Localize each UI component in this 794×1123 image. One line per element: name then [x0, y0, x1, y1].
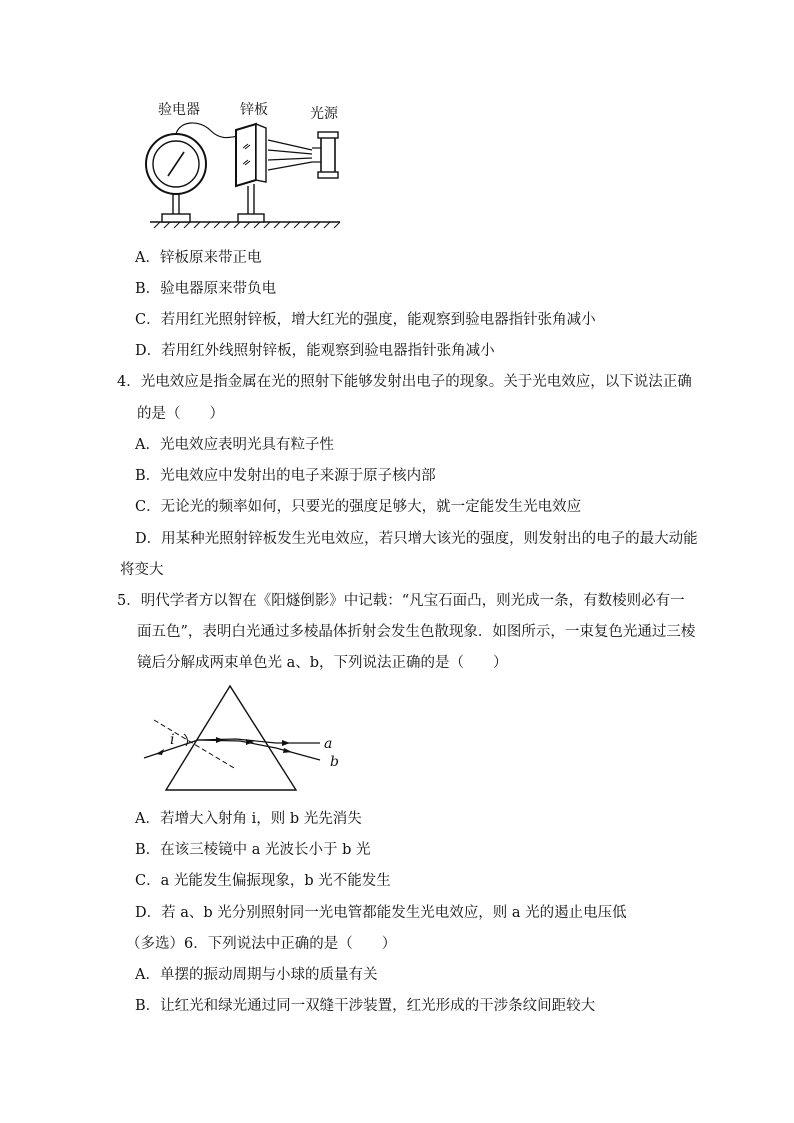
electroscope-figure [140, 96, 350, 236]
q5-option-c: C．a 光能发生偏振现象，b 光不能发生 [135, 873, 391, 889]
label-light-source: 光源 [310, 106, 338, 122]
prism-figure [140, 682, 360, 800]
label-zinc-plate: 锌板 [240, 102, 268, 118]
label-i: i [170, 732, 175, 748]
q3-option-c: C．若用红光照射锌板，增大红光的强度，能观察到验电器指针张角减小 [135, 312, 596, 328]
q4-option-d-continued: 将变大 [120, 562, 164, 578]
q6-option-a: A．单摆的振动周期与小球的质量有关 [135, 967, 378, 983]
q4-option-d: D．用某种光照射锌板发生光电效应，若只增大该光的强度，则发射出的电子的最大动能 [135, 531, 698, 547]
q3-option-a: A．锌板原来带正电 [135, 250, 262, 266]
label-b: b [330, 754, 339, 770]
q6-option-b: B．让红光和绿光通过同一双缝干涉装置，红光形成的干涉条纹间距较大 [135, 998, 596, 1014]
label-electroscope: 验电器 [158, 102, 200, 118]
q5-option-d: D．若 a、b 光分别照射同一光电管都能发生光电效应，则 a 光的遏止电压低 [135, 905, 627, 921]
q4-stem-line2: 的是（ ） [137, 406, 224, 422]
q5-option-a: A．若增大入射角 i，则 b 光先消失 [135, 811, 362, 827]
q3-option-d: D．若用红外线照射锌板，能观察到验电器指针张角减小 [135, 343, 495, 359]
q4-option-b: B．光电效应中发射出的电子来源于原子核内部 [135, 468, 436, 484]
q5-stem-line3: 镜后分解成两束单色光 a、b，下列说法正确的是（ ） [137, 655, 508, 671]
q5-stem-line2: 面五色”，表明白光通过多棱晶体折射会发生色散现象．如图所示，一束复色光通过三棱 [137, 624, 696, 640]
q6-stem: （多选）6．下列说法中正确的是（ ） [126, 936, 397, 952]
q4-option-a: A．光电效应表明光具有粒子性 [135, 437, 334, 453]
q4-stem-line1: 4．光电效应是指金属在光的照射下能够发射出电子的现象。关于光电效应，以下说法正确 [117, 374, 692, 390]
q5-stem-line1: 5．明代学者方以智在《阳燧倒影》中记载：“凡宝石面凸，则光成一条，有数棱则必有一 [117, 593, 685, 609]
label-a: a [324, 736, 333, 752]
q4-option-c: C．无论光的频率如何，只要光的强度足够大，就一定能发生光电效应 [135, 499, 582, 515]
q3-option-b: B．验电器原来带负电 [135, 281, 277, 297]
q5-option-b: B．在该三棱镜中 a 光波长小于 b 光 [135, 842, 371, 858]
